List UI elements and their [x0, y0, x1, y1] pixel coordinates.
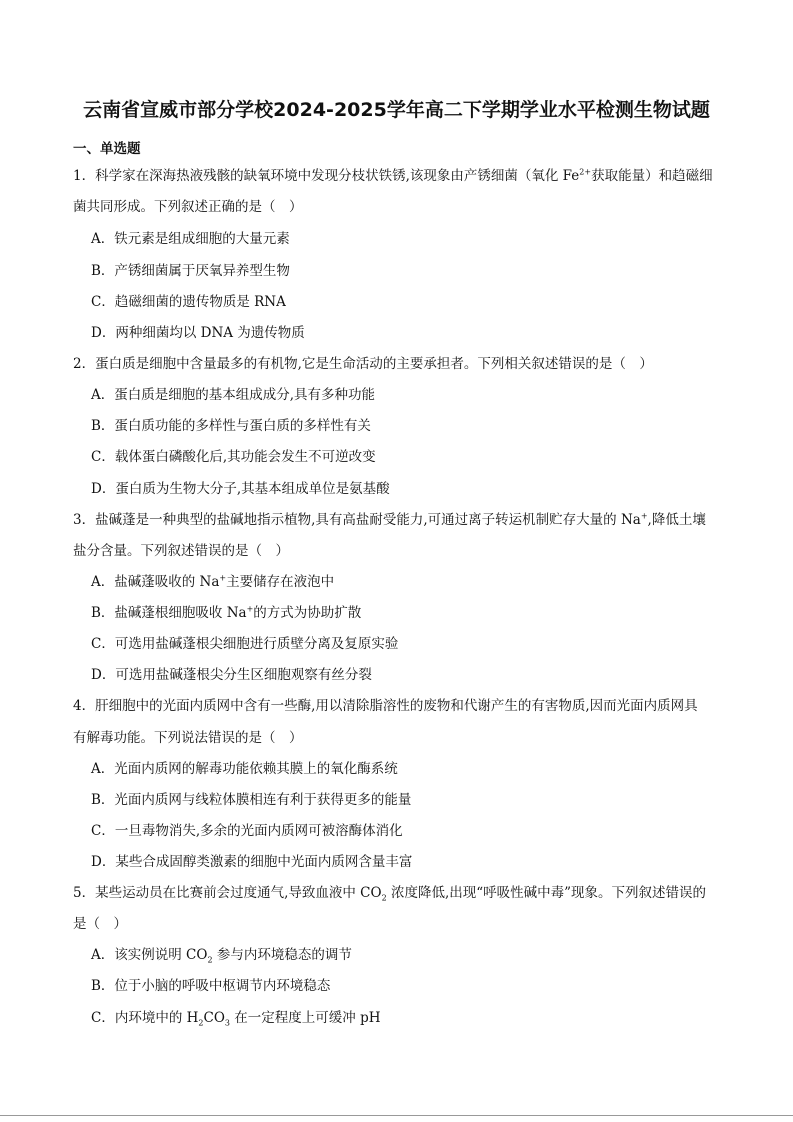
question-3-stem: 3．盐碱蓬是一种典型的盐碱地指示植物,具有高盐耐受能力,可通过离子转运机制贮存大量的 Na+,降低土壤 [73, 511, 706, 528]
question-4-option-d: D．某些合成固醇类激素的细胞中光面内质网含量丰富 [91, 854, 413, 870]
question-4-stem-cont: 有解毒功能。下列说法错误的是（ ） [73, 730, 303, 746]
question-5-stem-cont: 是（ ） [73, 916, 127, 932]
question-1-option-c: C．趋磁细菌的遗传物质是 RNA [91, 294, 286, 310]
question-1-stem-cont: 菌共同形成。下列叙述正确的是（ ） [73, 199, 303, 215]
question-4-option-b: B．光面内质网与线粒体膜相连有利于获得更多的能量 [91, 792, 412, 808]
page-title: 云南省宣威市部分学校2024-2025学年高二下学期学业水平检测生物试题 [83, 99, 710, 121]
question-4-option-a: A．光面内质网的解毒功能依赖其膜上的氧化酶系统 [91, 761, 398, 777]
question-1-stem: 1．科学家在深海热液残骸的缺氧环境中发现分枝状铁锈,该现象由产锈细菌（氧化 $Fe^{2+}$获取能量）和趋磁细 [73, 167, 713, 184]
question-2-stem: 2．蛋白质是细胞中含量最多的有机物,它是生命活动的主要承担者。下列相关叙述错误的是（ ） [73, 356, 653, 372]
question-3-option-c: C．可选用盐碱蓬根尖细胞进行质壁分离及复原实验 [91, 636, 399, 652]
question-1-option-a: A．铁元素是组成细胞的大量元素 [91, 231, 290, 247]
page-bottom-rule [0, 1115, 793, 1116]
question-3-option-a: A．盐碱蓬吸收的 Na+主要储存在液泡中 [91, 573, 335, 590]
question-4-option-c: C．一旦毒物消失,多余的光面内质网可被溶酶体消化 [91, 823, 403, 839]
question-2-option-b: B．蛋白质功能的多样性与蛋白质的多样性有关 [91, 418, 371, 434]
question-2-option-c: C．载体蛋白磷酸化后,其功能会发生不可逆改变 [91, 449, 376, 465]
question-5-option-c: C．内环境中的 $H_2CO_3$ 在一定程度上可缓冲 pH [91, 1010, 381, 1028]
question-1-option-b: B．产锈细菌属于厌氧异养型生物 [91, 263, 290, 279]
question-2-option-d: D．蛋白质为生物大分子,其基本组成单位是氨基酸 [91, 481, 390, 497]
section-heading: 一、单选题 [73, 141, 141, 157]
question-3-stem-cont: 盐分含量。下列叙述错误的是（ ） [73, 543, 289, 559]
question-5-stem: 5．某些运动员在比赛前会过度通气,导致血液中 $CO_2$ 浓度降低,出现“呼吸性碱中毒”现象。下列叙述错误的 [73, 885, 707, 903]
question-2-option-a: A．蛋白质是细胞的基本组成成分,具有多种功能 [91, 387, 376, 403]
question-3-option-d: D．可选用盐碱蓬根尖分生区细胞观察有丝分裂 [91, 667, 372, 683]
question-4-stem: 4．肝细胞中的光面内质网中含有一些酶,用以清除脂溶性的废物和代谢产生的有害物质,因而光面内质网具 [73, 698, 698, 714]
question-5-option-b: B．位于小脑的呼吸中枢调节内环境稳态 [91, 978, 331, 994]
question-1-option-d: D．两种细菌均以 DNA 为遗传物质 [91, 325, 305, 341]
question-3-option-b: B．盐碱蓬根细胞吸收 Na+的方式为协助扩散 [91, 604, 362, 621]
question-5-option-a: A．该实例说明 $CO_2$ 参与内环境稳态的调节 [91, 947, 352, 965]
